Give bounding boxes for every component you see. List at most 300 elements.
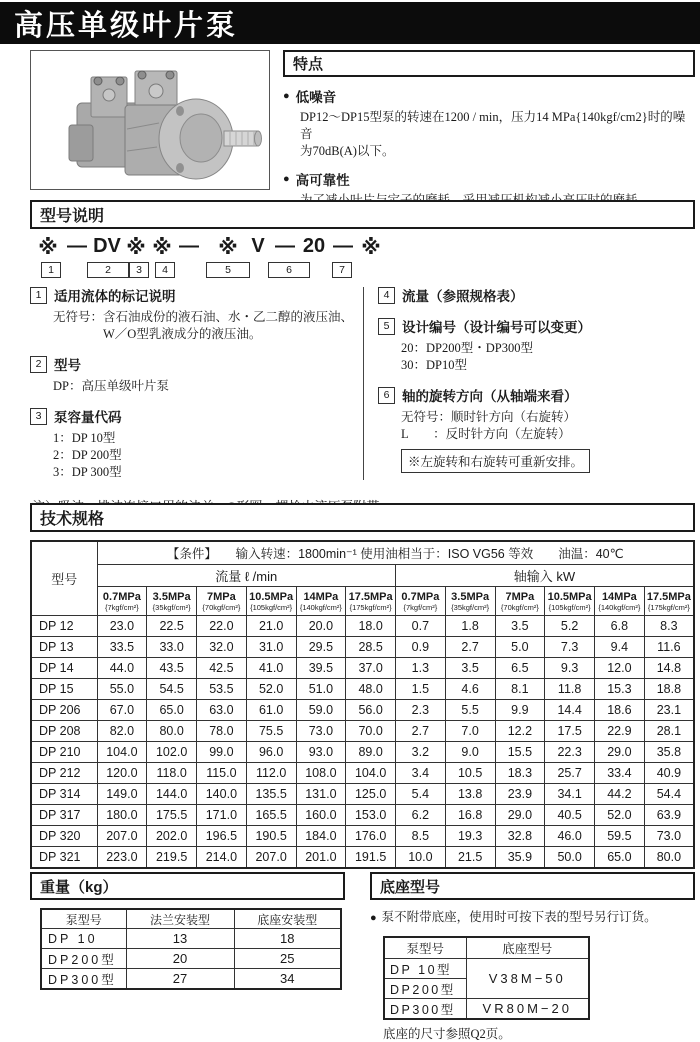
- pressure-col-header: [296, 587, 346, 616]
- model-item-line: 20：DP200型・DP300型: [401, 341, 533, 355]
- pressure-col-header: [147, 587, 197, 616]
- spec-value-cell: 8.3: [644, 616, 694, 637]
- condition-row: [31, 541, 694, 565]
- spec-value-cell: 73.0: [296, 721, 346, 742]
- specs-section: [30, 503, 695, 869]
- model-item-title: 泵容量代码: [54, 410, 122, 425]
- pressure-kgf: {175kgf/cm²}: [349, 602, 392, 612]
- model-code-token: ※: [126, 237, 146, 259]
- spec-value-cell: 35.9: [495, 847, 545, 869]
- spec-value-cell: 13.8: [445, 784, 495, 805]
- spec-value-cell: 80.0: [147, 721, 197, 742]
- pressure-col-header: [396, 587, 446, 616]
- spec-value-cell: 65.0: [595, 847, 645, 869]
- model-columns: [30, 285, 695, 492]
- spec-value-cell: 6.8: [595, 616, 645, 637]
- model-item: [378, 285, 695, 305]
- model-code-index-box: 7: [332, 262, 352, 278]
- spec-value-cell: 89.0: [346, 742, 396, 763]
- model-code-index-box: 2: [87, 262, 129, 278]
- spec-value-cell: 15.5: [495, 742, 545, 763]
- spec-value-cell: 196.5: [197, 826, 247, 847]
- spec-value-cell: 34.1: [545, 784, 595, 805]
- model-item-heading: [30, 354, 363, 374]
- spec-value-cell: 6.2: [396, 805, 446, 826]
- spec-value-cell: 21.0: [246, 616, 296, 637]
- spec-value-cell: 3.5: [445, 658, 495, 679]
- spec-value-cell: 201.0: [296, 847, 346, 869]
- pressure-col-header: [545, 587, 595, 616]
- feature-heading: 高可靠性: [295, 173, 350, 188]
- spec-value-cell: 31.0: [246, 637, 296, 658]
- spec-value-cell: 29.0: [495, 805, 545, 826]
- spec-value-cell: 131.0: [296, 784, 346, 805]
- pressure-mpa: 0.7MPa: [401, 590, 440, 603]
- base-table-body: [384, 959, 589, 1020]
- spec-value-cell: 202.0: [147, 826, 197, 847]
- weight-base-cell: 18: [234, 929, 341, 949]
- spec-value-cell: 35.8: [644, 742, 694, 763]
- model-item-lines: [378, 340, 695, 374]
- weight-col-header: 泵型号: [41, 909, 126, 929]
- spec-value-cell: 44.0: [97, 658, 147, 679]
- model-item-heading: [30, 285, 363, 305]
- spec-value-cell: 16.8: [445, 805, 495, 826]
- model-section: [30, 200, 695, 515]
- base-header-row: [384, 937, 589, 959]
- pressure-mpa: 14MPa: [601, 590, 637, 603]
- spec-value-cell: 25.7: [545, 763, 595, 784]
- spec-value-cell: 80.0: [644, 847, 694, 869]
- model-code-index-box: 4: [155, 262, 175, 278]
- spec-value-cell: 3.5: [495, 616, 545, 637]
- spec-value-cell: 70.0: [346, 721, 396, 742]
- pump-photo-frame: [30, 50, 270, 190]
- spec-value-cell: 7.3: [545, 637, 595, 658]
- model-code-index-box: 6: [268, 262, 310, 278]
- weight-table: [40, 908, 342, 990]
- spec-value-cell: 29.5: [296, 637, 346, 658]
- base-pump-model-cell: DP200型: [384, 979, 466, 999]
- pressure-col-header: [644, 587, 694, 616]
- model-item-lines: [30, 378, 363, 395]
- spec-value-cell: 54.4: [644, 784, 694, 805]
- pressure-header-row: [31, 587, 694, 616]
- spec-value-cell: 102.0: [147, 742, 197, 763]
- spec-value-cell: 22.0: [197, 616, 247, 637]
- spec-model-cell: DP 208: [31, 721, 97, 742]
- feature-line: DP12～DP15型泵的转速在1200 / min，压力14 MPa{140kgf/cm2}时的噪音: [300, 110, 686, 141]
- model-item-line: 30：DP10型: [401, 358, 467, 372]
- model-title-box: [30, 200, 695, 229]
- weight-model-cell: DP200型: [41, 949, 126, 969]
- model-code-token: ※: [218, 237, 238, 259]
- model-item-title: 轴的旋转方向（从轴端来看）: [402, 389, 578, 404]
- spec-value-cell: 118.0: [147, 763, 197, 784]
- spec-value-cell: 18.6: [595, 700, 645, 721]
- base-title-box: [370, 872, 695, 900]
- feature-item: [283, 86, 695, 160]
- model-items-right: [364, 285, 695, 492]
- spec-row: [31, 721, 694, 742]
- spec-value-cell: 149.0: [97, 784, 147, 805]
- spec-value-cell: 73.0: [644, 826, 694, 847]
- spec-value-cell: 3.2: [396, 742, 446, 763]
- spec-value-cell: 104.0: [97, 742, 147, 763]
- spec-value-cell: 22.5: [147, 616, 197, 637]
- spec-value-cell: 50.0: [545, 847, 595, 869]
- item-number-box: 1: [30, 287, 47, 304]
- spec-value-cell: 23.1: [644, 700, 694, 721]
- model-item: [378, 316, 695, 374]
- spec-value-cell: 32.8: [495, 826, 545, 847]
- base-row: [384, 959, 589, 979]
- base-table: [383, 936, 590, 1020]
- pressure-mpa: 10.5MPa: [547, 590, 592, 603]
- spec-value-cell: 22.3: [545, 742, 595, 763]
- pressure-col-header: [246, 587, 296, 616]
- base-bullet-text: 泵不附带底座，使用时可按下表的型号另行订货。: [381, 910, 657, 924]
- spec-value-cell: 10.0: [396, 847, 446, 869]
- spec-value-cell: 140.0: [197, 784, 247, 805]
- spec-model-cell: DP 15: [31, 679, 97, 700]
- flow-group-header: 流量 ℓ /min: [97, 565, 396, 587]
- model-item-title: 设计编号（设计编号可以变更）: [402, 320, 591, 335]
- spec-value-cell: 23.9: [495, 784, 545, 805]
- model-item: [30, 285, 363, 343]
- test-condition: 【条件】 输入转速：1800min⁻¹ 使用油相当于：ISO VG56 等效 油温：40℃: [97, 541, 694, 565]
- model-item-lines: [378, 409, 695, 443]
- spec-value-cell: 41.0: [246, 658, 296, 679]
- pressure-kgf: {35kgf/cm²}: [451, 602, 490, 612]
- weight-col-header: 底座安装型: [234, 909, 341, 929]
- pressure-kgf: {105kgf/cm²}: [250, 602, 293, 612]
- spec-value-cell: 184.0: [296, 826, 346, 847]
- spec-value-cell: 11.8: [545, 679, 595, 700]
- pressure-mpa: 17.5MPa: [646, 590, 691, 603]
- spec-value-cell: 29.0: [595, 742, 645, 763]
- pressure-col-header: [97, 587, 147, 616]
- model-item-line: DP：高压单级叶片泵: [53, 379, 169, 393]
- spec-value-cell: 52.0: [595, 805, 645, 826]
- weight-title: 重量（kg）: [40, 878, 118, 896]
- spec-value-cell: 104.0: [346, 763, 396, 784]
- pressure-mpa: 14MPa: [303, 590, 339, 603]
- spec-row: [31, 679, 694, 700]
- spec-value-cell: 9.4: [595, 637, 645, 658]
- spec-model-cell: DP 14: [31, 658, 97, 679]
- weight-row: [41, 949, 341, 969]
- spec-value-cell: 21.5: [445, 847, 495, 869]
- model-item: [30, 406, 363, 481]
- spec-value-cell: 135.5: [246, 784, 296, 805]
- spec-row: [31, 616, 694, 637]
- model-code-token: ※: [361, 237, 381, 259]
- features-title: 特点: [293, 56, 324, 73]
- spec-value-cell: 33.5: [97, 637, 147, 658]
- spec-row: [31, 637, 694, 658]
- spec-value-cell: 6.5: [495, 658, 545, 679]
- pressure-col-header: [445, 587, 495, 616]
- spec-model-cell: DP 206: [31, 700, 97, 721]
- spec-value-cell: 99.0: [197, 742, 247, 763]
- spec-value-cell: 165.5: [246, 805, 296, 826]
- spec-value-cell: 223.0: [97, 847, 147, 869]
- spec-value-cell: 180.0: [97, 805, 147, 826]
- spec-value-cell: 18.3: [495, 763, 545, 784]
- spec-value-cell: 14.8: [644, 658, 694, 679]
- spec-value-cell: 28.5: [346, 637, 396, 658]
- spec-value-cell: 40.5: [545, 805, 595, 826]
- base-title: 底座型号: [380, 878, 441, 896]
- spec-value-cell: 1.8: [445, 616, 495, 637]
- pressure-col-header: [595, 587, 645, 616]
- features-list: [283, 86, 695, 209]
- base-col-header: 底座型号: [466, 937, 589, 959]
- spec-value-cell: 18.8: [644, 679, 694, 700]
- spec-table-body: [31, 616, 694, 869]
- feature-line: 为70dB(A)以下。: [300, 144, 395, 158]
- spec-value-cell: 33.0: [147, 637, 197, 658]
- base-bullet-row: [370, 907, 695, 925]
- spec-value-cell: 82.0: [97, 721, 147, 742]
- spec-value-cell: 44.2: [595, 784, 645, 805]
- power-group-header: 轴输入 kW: [396, 565, 695, 587]
- spec-value-cell: 93.0: [296, 742, 346, 763]
- pressure-mpa: 0.7MPa: [102, 590, 141, 603]
- spec-row: [31, 742, 694, 763]
- spec-value-cell: 2.7: [396, 721, 446, 742]
- model-item-line: 无符号：含石油成份的液石油、水・乙二醇的液压油、: [53, 310, 354, 324]
- spec-value-cell: 65.0: [147, 700, 197, 721]
- spec-value-cell: 125.0: [346, 784, 396, 805]
- feature-heading: 低噪音: [295, 90, 337, 105]
- model-item-heading: [378, 316, 695, 336]
- spec-value-cell: 144.0: [147, 784, 197, 805]
- spec-value-cell: 67.0: [97, 700, 147, 721]
- model-item-title: 流量（参照规格表）: [402, 289, 524, 304]
- spec-value-cell: 63.0: [197, 700, 247, 721]
- model-code-index-box: 1: [41, 262, 61, 278]
- spec-value-cell: 33.4: [595, 763, 645, 784]
- spec-value-cell: 39.5: [296, 658, 346, 679]
- spec-value-cell: 5.2: [545, 616, 595, 637]
- spec-model-cell: DP 13: [31, 637, 97, 658]
- base-pump-model-cell: DP300型: [384, 999, 466, 1020]
- spec-value-cell: 175.5: [147, 805, 197, 826]
- spec-value-cell: 9.3: [545, 658, 595, 679]
- page-title-bar: [0, 2, 700, 44]
- pressure-kgf: {105kgf/cm²}: [548, 602, 591, 612]
- base-row: [384, 999, 589, 1020]
- spec-value-cell: 22.9: [595, 721, 645, 742]
- model-item-title: 型号: [54, 358, 81, 373]
- item-number-box: 5: [378, 318, 395, 335]
- model-code-token: —: [179, 235, 199, 257]
- spec-model-cell: DP 212: [31, 763, 97, 784]
- spec-value-cell: 59.5: [595, 826, 645, 847]
- model-item-lines: [30, 430, 363, 481]
- pressure-kgf: {175kgf/cm²}: [647, 602, 690, 612]
- spec-value-cell: 191.5: [346, 847, 396, 869]
- spec-value-cell: 4.6: [445, 679, 495, 700]
- bullet-icon: ●: [283, 89, 290, 102]
- spec-row: [31, 826, 694, 847]
- bullet-icon: ●: [283, 172, 290, 185]
- bullet-icon: ●: [370, 912, 377, 924]
- item-number-box: 4: [378, 287, 395, 304]
- spec-value-cell: 11.6: [644, 637, 694, 658]
- base-col-header: 泵型号: [384, 937, 466, 959]
- pressure-kgf: {70kgf/cm²}: [500, 602, 539, 612]
- model-items-left: [30, 285, 363, 492]
- weight-base-cell: 34: [234, 969, 341, 990]
- spec-model-cell: DP 321: [31, 847, 97, 869]
- spec-value-cell: 2.7: [445, 637, 495, 658]
- feature-heading-row: [283, 169, 695, 189]
- spec-value-cell: 1.3: [396, 658, 446, 679]
- base-pump-model-cell: DP 10型: [384, 959, 466, 979]
- spec-value-cell: 28.1: [644, 721, 694, 742]
- spec-value-cell: 15.3: [595, 679, 645, 700]
- spec-value-cell: 32.0: [197, 637, 247, 658]
- base-note: 底座的尺寸参照Q2页。: [383, 1027, 511, 1041]
- pressure-mpa: 10.5MPa: [249, 590, 294, 603]
- model-column-header: 型号: [31, 541, 97, 616]
- spec-value-cell: 7.0: [445, 721, 495, 742]
- spec-value-cell: 96.0: [246, 742, 296, 763]
- spec-model-cell: DP 12: [31, 616, 97, 637]
- model-code-token: ※: [38, 237, 58, 259]
- model-code-token: 20: [302, 235, 326, 257]
- model-code-token: —: [333, 235, 353, 257]
- rotation-note-box: ※左旋转和右旋转可重新安排。: [401, 449, 590, 473]
- feature-text: [283, 109, 695, 160]
- spec-value-cell: 5.0: [495, 637, 545, 658]
- spec-value-cell: 52.0: [246, 679, 296, 700]
- spec-value-cell: 8.1: [495, 679, 545, 700]
- pressure-kgf: {7kgf/cm²}: [104, 602, 139, 612]
- item-number-box: 6: [378, 387, 395, 404]
- spec-value-cell: 8.5: [396, 826, 446, 847]
- model-code-token: V: [251, 235, 265, 257]
- spec-value-cell: 214.0: [197, 847, 247, 869]
- spec-model-cell: DP 210: [31, 742, 97, 763]
- spec-value-cell: 78.0: [197, 721, 247, 742]
- spec-value-cell: 53.5: [197, 679, 247, 700]
- pressure-col-header: [346, 587, 396, 616]
- spec-value-cell: 75.5: [246, 721, 296, 742]
- spec-value-cell: 55.0: [97, 679, 147, 700]
- spec-value-cell: 56.0: [346, 700, 396, 721]
- spec-value-cell: 207.0: [246, 847, 296, 869]
- spec-value-cell: 160.0: [296, 805, 346, 826]
- model-code-token: ※: [152, 237, 172, 259]
- spec-value-cell: 17.5: [545, 721, 595, 742]
- spec-value-cell: 153.0: [346, 805, 396, 826]
- spec-row: [31, 805, 694, 826]
- model-item: [378, 385, 695, 473]
- spec-row: [31, 700, 694, 721]
- spec-value-cell: 12.0: [595, 658, 645, 679]
- weight-section: [30, 872, 345, 990]
- spec-value-cell: 14.4: [545, 700, 595, 721]
- spec-value-cell: 5.5: [445, 700, 495, 721]
- spec-value-cell: 63.9: [644, 805, 694, 826]
- spec-value-cell: 3.4: [396, 763, 446, 784]
- model-title: 型号说明: [40, 208, 105, 225]
- specs-title-box: [30, 503, 695, 532]
- pressure-kgf: {35kgf/cm²}: [152, 602, 191, 612]
- spec-value-cell: 108.0: [296, 763, 346, 784]
- pressure-kgf: {70kgf/cm²}: [202, 602, 241, 612]
- spec-table: [30, 540, 695, 869]
- pressure-kgf: {140kgf/cm²}: [299, 602, 342, 612]
- pressure-col-header: [495, 587, 545, 616]
- spec-value-cell: 51.0: [296, 679, 346, 700]
- spec-value-cell: 12.2: [495, 721, 545, 742]
- weight-header-row: [41, 909, 341, 929]
- item-number-box: 3: [30, 408, 47, 425]
- spec-value-cell: 48.0: [346, 679, 396, 700]
- features-section: [283, 50, 695, 209]
- group-header-row: [31, 565, 694, 587]
- model-code-index-box: 3: [129, 262, 149, 278]
- model-code-line: [30, 235, 695, 283]
- base-model-number-cell: VR80M−20: [466, 999, 589, 1020]
- spec-model-cell: DP 317: [31, 805, 97, 826]
- weight-row: [41, 969, 341, 990]
- spec-value-cell: 115.0: [197, 763, 247, 784]
- weight-model-cell: DP 10: [41, 929, 126, 949]
- weight-base-cell: 25: [234, 949, 341, 969]
- spec-value-cell: 9.0: [445, 742, 495, 763]
- pressure-mpa: 7MPa: [207, 590, 236, 603]
- spec-row: [31, 763, 694, 784]
- spec-value-cell: 190.5: [246, 826, 296, 847]
- model-item-line: 3：DP 300型: [53, 465, 122, 479]
- spec-value-cell: 0.7: [396, 616, 446, 637]
- weight-model-cell: DP300型: [41, 969, 126, 990]
- spec-value-cell: 37.0: [346, 658, 396, 679]
- spec-value-cell: 61.0: [246, 700, 296, 721]
- item-number-box: 2: [30, 356, 47, 373]
- spec-value-cell: 42.5: [197, 658, 247, 679]
- spec-value-cell: 40.9: [644, 763, 694, 784]
- spec-row: [31, 847, 694, 869]
- model-item-lines: [30, 309, 363, 343]
- model-item-line: 2：DP 200型: [53, 448, 122, 462]
- pressure-kgf: {7kgf/cm²}: [403, 602, 438, 612]
- weight-title-box: [30, 872, 345, 900]
- page-title: 高压单级叶片泵: [14, 9, 239, 42]
- spec-value-cell: 20.0: [296, 616, 346, 637]
- spec-value-cell: 171.0: [197, 805, 247, 826]
- weight-row: [41, 929, 341, 949]
- weight-flange-cell: 13: [126, 929, 234, 949]
- base-section: [370, 872, 695, 1042]
- model-code-token: —: [275, 235, 295, 257]
- spec-row: [31, 658, 694, 679]
- spec-value-cell: 9.9: [495, 700, 545, 721]
- spec-value-cell: 10.5: [445, 763, 495, 784]
- spec-value-cell: 176.0: [346, 826, 396, 847]
- model-item-title: 适用流体的标记说明: [54, 289, 176, 304]
- features-title-box: [283, 50, 695, 77]
- model-item: [30, 354, 363, 395]
- spec-value-cell: 23.0: [97, 616, 147, 637]
- pressure-kgf: {140kgf/cm²}: [598, 602, 641, 612]
